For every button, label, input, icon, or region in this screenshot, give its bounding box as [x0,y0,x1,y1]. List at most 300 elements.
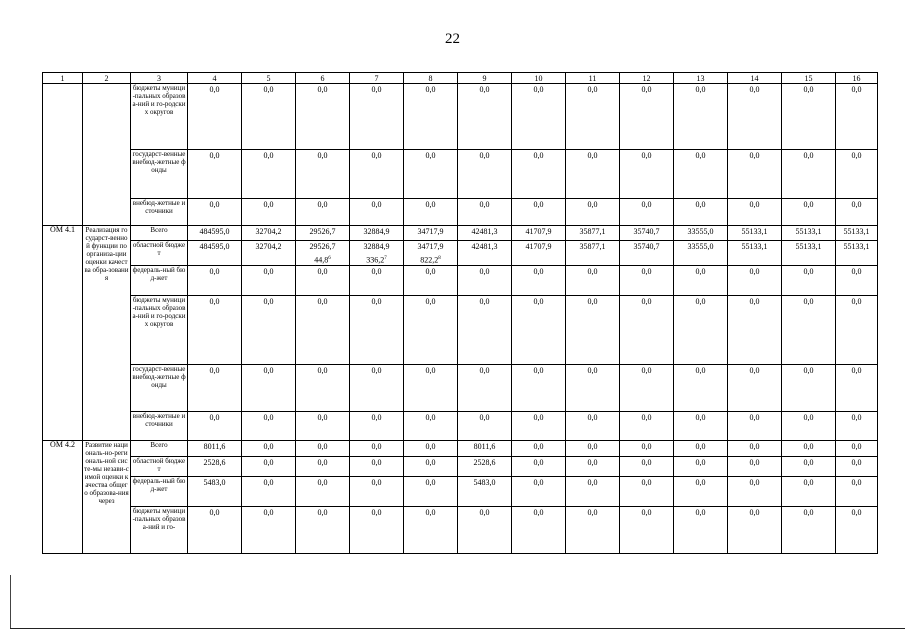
column-header: 4 [188,73,242,84]
value: 0,0 [371,365,382,375]
value: 0,0 [263,365,274,375]
footnote-amount: 44,8 [314,255,329,265]
table-row [43,226,878,241]
funding-source: федераль-ный бюд-жет [131,265,188,295]
value-cell [674,295,728,364]
value-cell [620,199,674,226]
value-cell [836,199,878,226]
value-cell [674,364,728,411]
value: 0,0 [749,507,760,517]
value-cell [242,84,296,150]
value: 0,0 [209,200,220,209]
value: 0,0 [425,365,436,375]
value: 0,0 [263,85,274,94]
value: 2528,6 [473,457,496,467]
value: 55133,1 [843,227,870,236]
value-cell [566,456,620,476]
value-cell [728,295,782,364]
funding-source: бюджеты муници-пальных образова-ний и го-родских округов [131,84,188,150]
value-cell [674,476,728,506]
funding-source: областной бюджет [131,241,188,266]
funding-source: Всего [131,226,188,241]
value: 32884,9 [363,227,390,236]
footnote-amount: 336,2 [366,255,385,265]
value: 55133,1 [741,227,768,236]
table-row [43,295,878,364]
footnote-mark: 8 [438,256,441,261]
value: 0,0 [479,151,490,160]
value-cell [566,265,620,295]
value-cell [404,476,458,506]
value: 0,0 [587,507,598,517]
value: 0,0 [851,365,862,375]
value-cell [620,84,674,150]
value-cell [782,456,836,476]
measure-id [43,84,83,226]
value: 0,0 [641,200,652,209]
value: 0,0 [695,266,706,276]
value: 0,0 [425,412,436,422]
value-cell [188,241,242,266]
value-cell [782,506,836,553]
value-cell [296,476,350,506]
value-cell [242,241,296,266]
column-header: 6 [296,73,350,84]
value-cell [350,364,404,411]
column-header: 15 [782,73,836,84]
value: 0,0 [263,151,274,160]
value: 0,0 [317,296,328,306]
value: 0,0 [371,507,382,517]
value-cell [566,84,620,150]
value: 0,0 [533,151,544,160]
value-cell [404,295,458,364]
value-cell [242,364,296,411]
value: 32884,9 [363,242,390,251]
header-row [43,73,878,84]
value: 0,0 [641,507,652,517]
value: 55133,1 [843,242,870,251]
value: 0,0 [209,507,220,517]
value-cell [188,411,242,440]
value: 0,0 [803,457,814,467]
value: 0,0 [587,151,598,160]
value: 0,0 [317,85,328,94]
value-cell [458,506,512,553]
value: 0,0 [425,85,436,94]
value-cell [728,476,782,506]
footnote-value [351,254,402,265]
value-cell [242,295,296,364]
value-cell [620,150,674,199]
value: 0,0 [533,412,544,422]
value: 0,0 [851,200,862,209]
value-cell [674,199,728,226]
budget-table [42,72,878,554]
value-cell [242,440,296,456]
scan-bottom-edge [10,628,905,629]
value: 0,0 [587,200,598,209]
value: 0,0 [479,507,490,517]
value-cell [458,411,512,440]
value: 0,0 [803,412,814,422]
value-cell [674,226,728,241]
value: 0,0 [587,266,598,276]
value: 8011,6 [203,441,226,451]
value: 42481,3 [471,227,498,236]
value: 0,0 [371,477,382,487]
value: 0,0 [749,151,760,160]
value-cell [512,440,566,456]
value-cell [782,241,836,266]
value: 0,0 [749,200,760,209]
value-cell [620,476,674,506]
value-cell [188,84,242,150]
value-cell [350,150,404,199]
value-cell [512,476,566,506]
value-cell [350,411,404,440]
scan-edge [10,575,11,629]
value: 0,0 [749,296,760,306]
measure-title: Реализация государст-венной функции по организа-ции оценки качества обра-зования [83,226,131,441]
footnote-mark: 6 [328,256,331,261]
value-cell [782,84,836,150]
value: 0,0 [803,507,814,517]
value-cell [242,476,296,506]
value-cell [188,150,242,199]
value: 0,0 [695,477,706,487]
value-cell [296,456,350,476]
measure-id: ОМ 4.1 [43,226,83,441]
value-cell [836,456,878,476]
value-cell [620,440,674,456]
value: 34717,9 [417,242,444,251]
column-header: 1 [43,73,83,84]
value-cell [296,150,350,199]
column-header: 13 [674,73,728,84]
value: 35740,7 [633,227,660,236]
value-cell [188,295,242,364]
value-cell [566,364,620,411]
value: 0,0 [479,365,490,375]
value: 5483,0 [203,477,226,487]
value-cell [836,364,878,411]
value-cell [836,265,878,295]
value-cell [782,364,836,411]
value: 0,0 [695,457,706,467]
value: 41707,9 [525,227,552,236]
value: 0,0 [263,457,274,467]
value: 0,0 [263,266,274,276]
value: 29526,7 [309,242,336,251]
value-cell [620,295,674,364]
value: 0,0 [425,507,436,517]
funding-source: бюджеты муници-пальных образова-ний и го-родских округов [131,295,188,364]
funding-source: внебюд-жетные источники [131,199,188,226]
value-cell [836,150,878,199]
value-cell [296,199,350,226]
value: 0,0 [695,441,706,451]
value-cell [566,241,620,266]
value-cell [296,295,350,364]
value: 0,0 [209,151,220,160]
value: 0,0 [803,85,814,94]
value-cell [674,150,728,199]
value: 0,0 [851,507,862,517]
value-cell [296,241,350,266]
value-cell [458,199,512,226]
value: 0,0 [263,477,274,487]
value-cell [566,226,620,241]
value-cell [296,226,350,241]
value-cell [512,364,566,411]
value-cell [512,241,566,266]
value-cell [296,411,350,440]
value-cell [728,364,782,411]
value-cell [404,440,458,456]
value: 0,0 [749,457,760,467]
value: 0,0 [317,477,328,487]
value-cell [458,150,512,199]
value-cell [728,199,782,226]
table-row [43,476,878,506]
value: 29526,7 [309,227,336,236]
value: 32704,2 [255,242,282,251]
value: 0,0 [803,365,814,375]
value-cell [674,506,728,553]
value: 0,0 [587,85,598,94]
value-cell [350,265,404,295]
value: 33555,0 [687,227,714,236]
value: 0,0 [851,151,862,160]
value-cell [404,150,458,199]
value: 0,0 [851,441,862,451]
value: 0,0 [641,477,652,487]
value-cell [458,265,512,295]
table-row [43,241,878,266]
value-cell [728,226,782,241]
value: 0,0 [479,200,490,209]
table-row [43,440,878,456]
value: 0,0 [479,266,490,276]
value-cell [566,295,620,364]
funding-source: государст-венные внебюд-жетные фонды [131,150,188,199]
value: 5483,0 [473,477,496,487]
value-cell [836,506,878,553]
value: 0,0 [695,365,706,375]
value-cell [728,506,782,553]
value-cell [404,364,458,411]
column-header: 14 [728,73,782,84]
value: 0,0 [479,412,490,422]
value-cell [458,226,512,241]
value: 0,0 [533,200,544,209]
value: 0,0 [425,296,436,306]
value-cell [512,265,566,295]
value-cell [620,411,674,440]
value-cell [188,364,242,411]
column-header: 3 [131,73,188,84]
value-cell [404,84,458,150]
value-cell [350,241,404,266]
value-cell [728,411,782,440]
value-cell [458,476,512,506]
value-cell [404,241,458,266]
value: 0,0 [641,441,652,451]
value: 0,0 [587,441,598,451]
value: 0,0 [371,151,382,160]
footnote-amount: 822,2 [420,255,439,265]
value-cell [674,456,728,476]
value-cell [512,226,566,241]
value-cell [566,199,620,226]
value: 0,0 [641,412,652,422]
value: 0,0 [425,151,436,160]
value-cell [836,476,878,506]
value-cell [836,226,878,241]
value: 0,0 [641,296,652,306]
value-cell [188,440,242,456]
value-cell [512,295,566,364]
value-cell [458,84,512,150]
value-cell [242,226,296,241]
value-cell [566,150,620,199]
value: 42481,3 [471,242,498,251]
value: 0,0 [851,412,862,422]
value: 0,0 [851,457,862,467]
column-header: 11 [566,73,620,84]
value-cell [458,440,512,456]
value-cell [782,295,836,364]
value: 35877,1 [579,227,606,236]
value-cell [188,265,242,295]
value-cell [242,150,296,199]
value: 0,0 [803,266,814,276]
funding-source: бюджеты муници-пальных образова-ний и го- [131,506,188,553]
value: 0,0 [749,85,760,94]
value: 0,0 [641,457,652,467]
value: 0,0 [695,507,706,517]
value-cell [782,411,836,440]
value: 0,0 [695,296,706,306]
value: 0,0 [587,457,598,467]
value-cell [296,506,350,553]
value: 0,0 [587,296,598,306]
column-header: 5 [242,73,296,84]
value: 0,0 [641,85,652,94]
value-cell [512,411,566,440]
value: 0,0 [371,296,382,306]
footnote-value [297,254,348,265]
value-cell [458,456,512,476]
table-row [43,506,878,553]
value: 0,0 [209,296,220,306]
value: 0,0 [371,441,382,451]
value: 0,0 [263,441,274,451]
column-header: 16 [836,73,878,84]
value: 0,0 [695,85,706,94]
value-cell [188,506,242,553]
value-cell [782,150,836,199]
value: 0,0 [641,365,652,375]
column-header: 7 [350,73,404,84]
value: 484595,0 [199,227,230,236]
value: 0,0 [317,365,328,375]
value-cell [404,456,458,476]
value-cell [620,265,674,295]
value: 0,0 [533,365,544,375]
table-row [43,265,878,295]
value-cell [404,199,458,226]
value-cell [512,199,566,226]
value: 0,0 [317,457,328,467]
value-cell [674,265,728,295]
value: 0,0 [803,477,814,487]
value: 0,0 [803,441,814,451]
value-cell [458,364,512,411]
value: 55133,1 [795,242,822,251]
table-row [43,84,878,150]
value: 0,0 [263,200,274,209]
value-cell [566,411,620,440]
value: 0,0 [587,477,598,487]
value-cell [512,506,566,553]
value-cell [620,241,674,266]
value-cell [728,241,782,266]
page-number: 22 [445,31,460,47]
value: 0,0 [317,507,328,517]
value: 0,0 [749,412,760,422]
value-cell [836,440,878,456]
value-cell [458,241,512,266]
value-cell [350,506,404,553]
value: 8011,6 [473,441,496,451]
value-cell [728,456,782,476]
value: 0,0 [533,477,544,487]
table-row [43,199,878,226]
value: 0,0 [533,441,544,451]
value-cell [350,84,404,150]
value: 0,0 [425,266,436,276]
column-header: 8 [404,73,458,84]
value: 0,0 [425,200,436,209]
value-cell [674,440,728,456]
value: 0,0 [371,200,382,209]
funding-source: федераль-ный бюд-жет [131,476,188,506]
value-cell [512,84,566,150]
value: 0,0 [851,477,862,487]
value: 0,0 [371,266,382,276]
value: 0,0 [209,412,220,422]
value-cell [404,226,458,241]
value-cell [404,506,458,553]
value: 34717,9 [417,227,444,236]
value: 0,0 [803,151,814,160]
value: 0,0 [479,296,490,306]
value-cell [296,364,350,411]
value-cell [674,241,728,266]
value: 33555,0 [687,242,714,251]
value: 0,0 [533,296,544,306]
value-cell [242,506,296,553]
value-cell [620,364,674,411]
value-cell [188,456,242,476]
value-cell [836,241,878,266]
value: 484595,0 [199,242,230,251]
value-cell [836,84,878,150]
value-cell [512,456,566,476]
value-cell [566,506,620,553]
